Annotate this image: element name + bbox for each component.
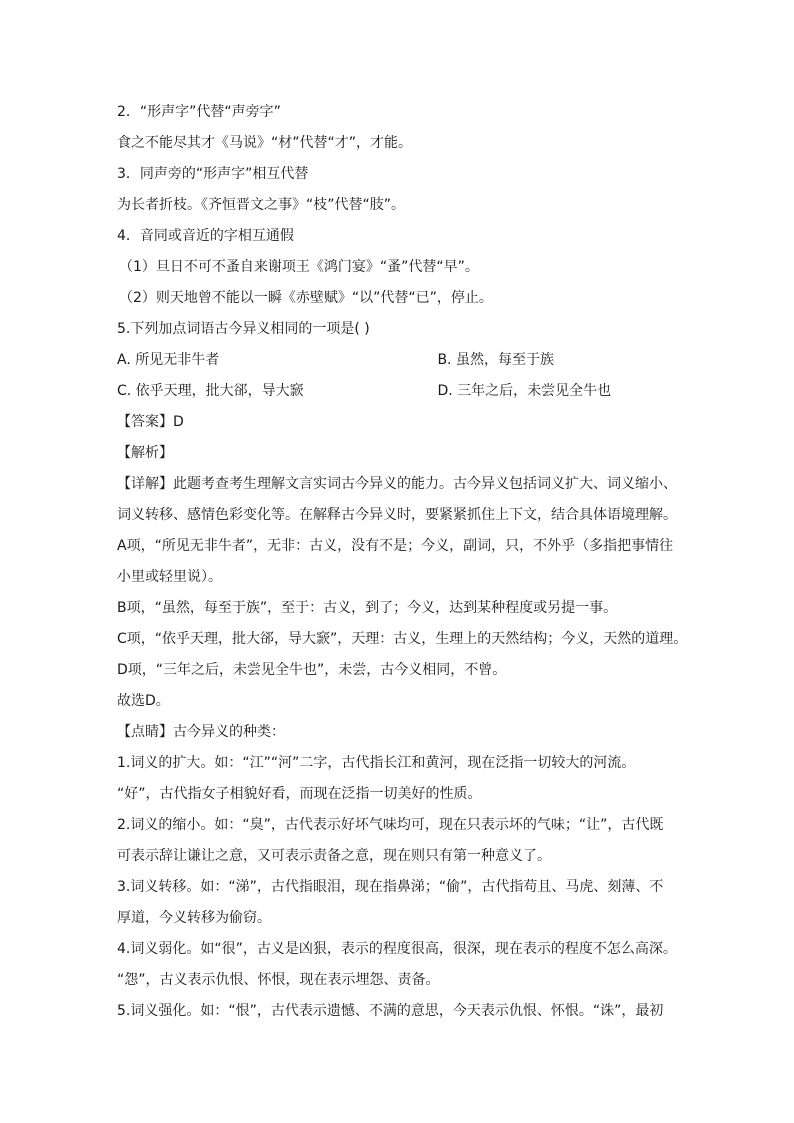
tips-heading: 【点睛】古今异义的种类： bbox=[117, 724, 285, 740]
tips-line: 4.词义弱化。如“很”，古义是凶狠，表示的程度很高，很深，现在表示的程度不怎么高深。 bbox=[117, 941, 677, 957]
tips-line: 5.词义强化。如：“恨”，古代表示遗憾、不满的意思，今天表示仇恨、怀恨。“诛”，最初 bbox=[117, 1003, 664, 1019]
explanation-line: A项，“所见无非牛者”，无非：古义，没有不是；今义，副词，只，不外乎（多指把事情往 bbox=[117, 538, 674, 554]
option-c: C. 依乎天理，批大郤，导大窾 bbox=[117, 383, 304, 399]
answer-line: 【答案】D bbox=[117, 414, 184, 430]
options-row-1 bbox=[117, 345, 687, 376]
tips-line: “怨”，古义表示仇恨、怀恨，现在表示埋怨、责备。 bbox=[117, 972, 440, 988]
explanation-line: 词义转移、感情色彩变化等。在解释古今异义时，要紧紧抓住上下文，结合具体语境理解。 bbox=[117, 507, 677, 523]
tips-line: 3.词义转移。如：“涕”，古代指眼泪，现在指鼻涕；“偷”，古代指苟且、马虎、刻薄、不 bbox=[117, 879, 664, 895]
option-d: D. 三年之后，未尝见全牛也 bbox=[437, 383, 612, 399]
explanation-line: D项，“三年之后，未尝见全牛也”，未尝，古今义相同，不曾。 bbox=[117, 662, 507, 678]
tips-line: 1.词义的扩大。如：“江”“河”二字，古代指长江和黄河，现在泛指一切较大的河流。 bbox=[117, 755, 636, 771]
example-line: 食之不能尽其才《马说》“材”代替“才”，才能。 bbox=[117, 135, 413, 151]
explanation-line: 小里或轻里说）。 bbox=[117, 569, 222, 585]
section-heading-3: 3．同声旁的“形声字”相互代替 bbox=[117, 166, 309, 182]
example-line: （2）则天地曾不能以一瞬《赤壁赋》“以”代替“已”，停止。 bbox=[119, 290, 493, 306]
option-b: B. 虽然，每至于族 bbox=[437, 352, 554, 368]
question-stem: 5.下列加点词语古今异义相同的一项是( ) bbox=[117, 321, 370, 337]
explanation-line: B项，“虽然，每至于族”，至于：古义，到了；今义，达到某种程度或另提一事。 bbox=[117, 600, 618, 616]
example-line: （1）旦日不可不蚤自来谢项王《鸿门宴》“蚤”代替“早”。 bbox=[119, 259, 479, 275]
example-line: 为长者折枝。《齐恒晋文之事》“枝”代替“肢”。 bbox=[117, 197, 406, 213]
tips-line: 可表示辞让谦让之意，又可表示责备之意，现在则只有第一种意义了。 bbox=[117, 848, 551, 864]
page-content bbox=[117, 97, 687, 1027]
option-a: A. 所见无非牛者 bbox=[117, 352, 220, 368]
tips-line: 厚道，今义转移为偷窃。 bbox=[117, 910, 271, 926]
tips-line: “好”，古代指女子相貌好看，而现在泛指一切美好的性质。 bbox=[117, 786, 482, 802]
section-heading-2: 2．“形声字”代替“声旁字” bbox=[117, 104, 281, 120]
section-heading-4: 4．音同或音近的字相互通假 bbox=[117, 228, 294, 244]
analysis-heading: 【解析】 bbox=[117, 445, 173, 461]
options-row-2 bbox=[117, 376, 687, 407]
tips-line: 2.词义的缩小。如：“臭”，古代表示好坏气味均可，现在只表示坏的气味；“让”，古代既 bbox=[117, 817, 664, 833]
explanation-line: 【详解】此题考查考生理解文言实词古今异义的能力。古今异义包括词义扩大、词义缩小、 bbox=[117, 476, 677, 492]
explanation-line: 故选D。 bbox=[117, 693, 170, 709]
explanation-line: C项，“依乎天理，批大郤，导大窾”，天理：古义，生理上的天然结构；今义，天然的道理。 bbox=[117, 631, 687, 647]
